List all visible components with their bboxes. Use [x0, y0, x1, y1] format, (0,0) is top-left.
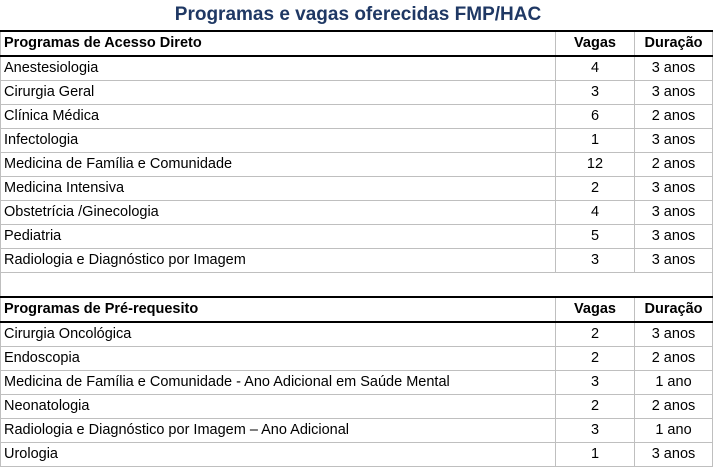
program-cell: Radiologia e Diagnóstico por Imagem – Ano Adicional [1, 419, 556, 443]
direct-access-row [1, 56, 713, 81]
direct-access-row [1, 225, 713, 249]
program-cell: Cirurgia Oncológica [1, 322, 556, 347]
vacancies-cell: 1 [556, 443, 635, 467]
vacancies-cell: 1 [556, 129, 635, 153]
duration-cell: 3 anos [635, 249, 713, 273]
vacancies-cell: 3 [556, 249, 635, 273]
duration-cell: 2 anos [635, 105, 713, 129]
duration-cell: 3 anos [635, 129, 713, 153]
vacancies-cell: 2 [556, 395, 635, 419]
program-cell: Anestesiologia [1, 56, 556, 81]
prerequisite-row [1, 419, 713, 443]
direct-access-header-program: Programas de Acesso Direto [1, 31, 556, 56]
program-cell: Endoscopia [1, 347, 556, 371]
spacer-cell [556, 273, 635, 298]
direct-access-header-duration: Duração [635, 31, 713, 56]
duration-cell: 3 anos [635, 201, 713, 225]
prerequisite-header-program: Programas de Pré-requesito [1, 297, 556, 322]
prerequisite-header-row [1, 297, 713, 322]
section-spacer-row [1, 273, 713, 298]
vacancies-cell: 3 [556, 81, 635, 105]
program-cell: Clínica Médica [1, 105, 556, 129]
duration-cell: 3 anos [635, 443, 713, 467]
duration-cell: 3 anos [635, 56, 713, 81]
vacancies-cell: 4 [556, 56, 635, 81]
vacancies-cell: 5 [556, 225, 635, 249]
prerequisite-row [1, 322, 713, 347]
program-cell: Infectologia [1, 129, 556, 153]
duration-cell: 1 ano [635, 419, 713, 443]
duration-cell: 2 anos [635, 153, 713, 177]
page-title: Programas e vagas oferecidas FMP/HAC [174, 4, 542, 25]
programs-table [0, 30, 713, 467]
vacancies-cell: 3 [556, 371, 635, 395]
program-cell: Medicina de Família e Comunidade - Ano Adicional em Saúde Mental [1, 371, 556, 395]
program-cell: Medicina de Família e Comunidade [1, 153, 556, 177]
duration-cell: 3 anos [635, 177, 713, 201]
program-cell: Obstetrícia /Ginecologia [1, 201, 556, 225]
prerequisite-row [1, 371, 713, 395]
direct-access-row [1, 201, 713, 225]
programs-table-body [1, 31, 713, 467]
direct-access-row [1, 153, 713, 177]
vacancies-cell: 2 [556, 347, 635, 371]
vacancies-cell: 4 [556, 201, 635, 225]
duration-cell: 2 anos [635, 395, 713, 419]
program-cell: Cirurgia Geral [1, 81, 556, 105]
prerequisite-row [1, 347, 713, 371]
direct-access-row [1, 105, 713, 129]
vacancies-cell: 6 [556, 105, 635, 129]
vacancies-cell: 3 [556, 419, 635, 443]
prerequisite-header-vacancies: Vagas [556, 297, 635, 322]
duration-cell: 2 anos [635, 347, 713, 371]
prerequisite-header-duration: Duração [635, 297, 713, 322]
vacancies-cell: 12 [556, 153, 635, 177]
prerequisite-row [1, 395, 713, 419]
duration-cell: 3 anos [635, 81, 713, 105]
program-cell: Neonatologia [1, 395, 556, 419]
direct-access-row [1, 177, 713, 201]
direct-access-row [1, 249, 713, 273]
duration-cell: 3 anos [635, 322, 713, 347]
spacer-cell [1, 273, 556, 298]
direct-access-row [1, 129, 713, 153]
program-cell: Urologia [1, 443, 556, 467]
program-cell: Pediatria [1, 225, 556, 249]
program-cell: Radiologia e Diagnóstico por Imagem [1, 249, 556, 273]
direct-access-header-vacancies: Vagas [556, 31, 635, 56]
vacancies-cell: 2 [556, 322, 635, 347]
direct-access-header-row [1, 31, 713, 56]
direct-access-row [1, 81, 713, 105]
duration-cell: 3 anos [635, 225, 713, 249]
duration-cell: 1 ano [635, 371, 713, 395]
vacancies-cell: 2 [556, 177, 635, 201]
spacer-cell [635, 273, 713, 298]
prerequisite-row [1, 443, 713, 467]
program-cell: Medicina Intensiva [1, 177, 556, 201]
